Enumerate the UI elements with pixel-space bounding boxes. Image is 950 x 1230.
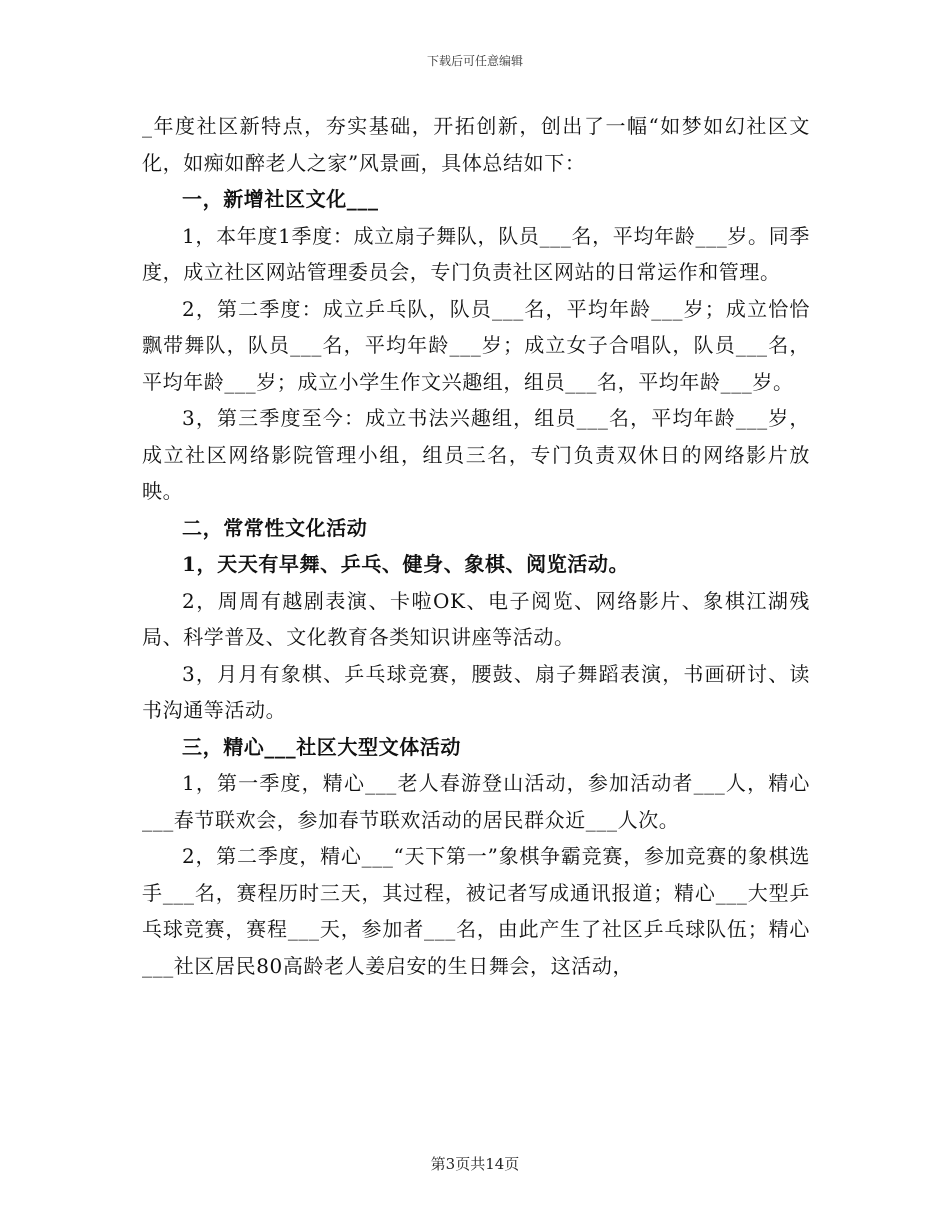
paragraph-item: 3，月月有象棋、乒乓球竞赛，腰鼓、扇子舞蹈表演，书画研讨、读书沟通等活动。	[142, 661, 810, 722]
page-number: 第3页共14页	[430, 1155, 520, 1173]
document-body	[142, 108, 810, 984]
paragraph-item: 3，第三季度至今：成立书法兴趣组，组员___名，平均年龄___岁，成立社区网络影院管理小组，组员三名，专门负责双休日的网络影片放映。	[142, 406, 810, 503]
paragraph-item-bold: 1，天天有早舞、乒乓、健身、象棋、阅览活动。	[182, 552, 630, 576]
section-heading-3: 三，精心___社区大型文体活动	[182, 734, 461, 759]
paragraph-item: 1，第一季度，精心___老人春游登山活动，参加活动者___人，精心___春节联欢会，参加春节联欢活动的居民群众近___人次。	[142, 771, 810, 832]
paragraph-intro: _年度社区新特点，夯实基础，开拓创新，创出了一幅“如梦如幻社区文化，如痴如醉老人之家”风景画，具体总结如下：	[142, 114, 810, 175]
paragraph-item: 2，周周有越剧表演、卡啦OK、电子阅览、网络影片、象棋江湖残局、科学普及、文化教育各类知识讲座等活动。	[142, 588, 810, 649]
section-heading-2: 二，常常性文化活动	[182, 515, 368, 540]
paragraph-item: 1，本年度1季度：成立扇子舞队，队员___名，平均年龄___岁。同季度，成立社区网站管理委员会，专门负责社区网站的日常运作和管理。	[142, 223, 810, 284]
section-heading-1: 一，新增社区文化___	[182, 187, 379, 211]
header-note: 下载后可任意编辑	[426, 54, 523, 68]
paragraph-item: 2，第二季度，精心___“天下第一”象棋争霸竞赛，参加竞赛的象棋选手___名，赛程历时三天，其过程，被记者写成通讯报道；精心___大型乒乓球竞赛，赛程___天，参加者___名，由此产生了社区乒乓球队伍；精心___社区居民80高龄老人姜启安的生日舞会，这活动，	[142, 844, 810, 978]
paragraph-item: 2，第二季度：成立乒乓队，队员___名，平均年龄___岁；成立恰恰飘带舞队，队员___名，平均年龄___岁；成立女子合唱队，队员___名，平均年龄___岁；成立小学生作文兴趣组，组员___名，平均年龄___岁。	[142, 296, 810, 394]
